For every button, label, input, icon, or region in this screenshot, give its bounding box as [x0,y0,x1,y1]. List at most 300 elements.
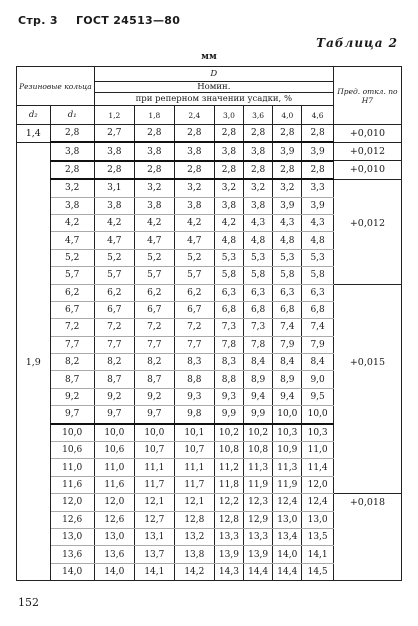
nominal-d-cell: 11,4 [302,459,333,476]
d1-cell: 2,8 [50,161,94,179]
nominal-d-cell: 7,8 [214,336,243,353]
shrink-value: 3,6 [244,106,273,125]
nominal-d-cell: 7,9 [302,336,333,353]
d2-cell [17,319,51,336]
nominal-d-cell: 3,2 [273,179,302,197]
nominal-d-cell: 6,2 [134,284,174,301]
nominal-d-cell: 11,1 [174,459,214,476]
nominal-d-cell: 3,9 [302,197,333,214]
table-row [17,424,402,442]
nominal-d-cell: 10,0 [94,424,134,442]
d2-cell [17,388,51,405]
nominal-d-cell: 3,2 [174,179,214,197]
nominal-d-cell: 2,8 [244,125,273,143]
nominal-d-cell: 12,0 [94,494,134,511]
d1-cell: 9,7 [50,406,94,424]
nominal-d-cell: 9,2 [134,388,174,405]
nominal-d-cell: 6,7 [94,301,134,318]
nominal-d-cell: 9,4 [244,388,273,405]
tolerance-cell [333,336,401,353]
nominal-d-cell: 5,3 [214,249,243,266]
nominal-d-cell: 5,8 [244,267,273,284]
nominal-d-cell: 12,1 [134,494,174,511]
nominal-d-cell: 7,7 [134,336,174,353]
d1-cell: 11,0 [50,459,94,476]
nominal-d-cell: 12,8 [174,511,214,528]
nominal-d-cell: 9,0 [302,371,333,388]
nominal-d-cell: 14,3 [214,563,243,580]
tolerance-cell: +0,010 [333,161,401,179]
d1-cell: 8,7 [50,371,94,388]
nominal-d-cell: 2,8 [273,161,302,179]
nominal-d-cell: 2,8 [214,161,243,179]
table-row [17,406,402,424]
nominal-d-cell: 7,2 [134,319,174,336]
nominal-d-cell: 13,7 [134,546,174,563]
nominal-d-cell: 3,8 [174,197,214,214]
d2-cell [17,267,51,284]
tolerance-cell [333,267,401,284]
units-label: мм [201,52,217,62]
tolerance-cell [333,406,401,424]
nominal-d-cell: 10,7 [134,442,174,459]
d1-cell: 10,0 [50,424,94,442]
nominal-d-cell: 14,0 [273,546,302,563]
nominal-d-cell: 12,2 [214,494,243,511]
nominal-d-cell: 6,7 [134,301,174,318]
table-row [17,511,402,528]
tolerance-header: Пред. откл. по Н7 [333,67,401,125]
nominal-d-cell: 11,6 [94,476,134,493]
page-header [18,14,194,27]
nominal-d-cell: 3,2 [214,179,243,197]
nominal-d-cell: 10,2 [244,424,273,442]
nominal-d-cell: 3,9 [302,142,333,160]
d2-header: d₂ [17,106,51,125]
d1-cell: 13,0 [50,528,94,545]
page-number: 152 [18,596,39,609]
nominal-d-cell: 13,0 [94,528,134,545]
nominal-d-cell: 8,8 [214,371,243,388]
nominal-d-cell: 6,8 [244,301,273,318]
shrink-value: 3,0 [214,106,243,125]
nominal-d-cell: 5,8 [214,267,243,284]
nominal-d-cell: 11,9 [273,476,302,493]
nominal-d-cell: 14,2 [174,563,214,580]
nominal-d-cell: 10,8 [214,442,243,459]
d1-cell: 10,6 [50,442,94,459]
nominal-d-cell: 7,7 [94,336,134,353]
nominal-d-cell: 12,3 [244,494,273,511]
nominal-d-cell: 12,9 [244,511,273,528]
table-row [17,125,402,143]
nominal-d-cell: 4,3 [273,214,302,231]
shrink-value: 1,8 [134,106,174,125]
nominal-d-cell: 6,3 [244,284,273,301]
nominal-d-cell: 4,2 [134,214,174,231]
nominal-d-cell: 3,2 [134,179,174,197]
nominal-d-cell: 2,8 [134,161,174,179]
nominal-d-cell: 4,7 [174,232,214,249]
table-row [17,161,402,179]
nominal-d-cell: 11,1 [134,459,174,476]
nominal-d-cell: 13,2 [174,528,214,545]
nominal-d-cell: 11,9 [244,476,273,493]
nominal-d-cell: 4,2 [174,214,214,231]
nominal-d-cell: 14,1 [134,563,174,580]
d2-cell [17,442,51,459]
nominal-d-cell: 3,1 [94,179,134,197]
d1-cell: 4,7 [50,232,94,249]
nominal-d-cell: 4,2 [94,214,134,231]
shrink-header: при реперном значении усадки, % [94,93,333,106]
nominal-d-cell: 13,6 [94,546,134,563]
d1-cell: 2,8 [50,125,94,143]
nominal-d-cell: 5,7 [94,267,134,284]
d2-cell [17,284,51,301]
d2-cell [17,459,51,476]
nominal-d-cell: 4,8 [214,232,243,249]
d2-cell [17,494,51,511]
table-row [17,388,402,405]
table-row [17,284,402,301]
nominal-d-cell: 9,5 [302,388,333,405]
tolerance-cell [333,442,401,459]
nominal-d-cell: 6,7 [174,301,214,318]
nominal-d-cell: 12,0 [302,476,333,493]
d1-cell: 5,7 [50,267,94,284]
nominal-d-cell: 5,3 [244,249,273,266]
nominal-d-cell: 11,2 [214,459,243,476]
nominal-d-cell: 10,0 [134,424,174,442]
d1-cell: 7,2 [50,319,94,336]
nominal-d-cell: 6,3 [273,284,302,301]
nominal-d-cell: 13,4 [273,528,302,545]
table-row [17,267,402,284]
tolerance-cell [333,546,401,563]
nominal-d-cell: 2,8 [174,161,214,179]
nominal-d-cell: 11,3 [244,459,273,476]
table-row [17,459,402,476]
d2-cell [17,511,51,528]
tolerance-cell: +0,012 [333,214,401,231]
nominal-d-cell: 8,9 [273,371,302,388]
nominal-d-cell: 13,9 [244,546,273,563]
tolerance-cell [333,319,401,336]
nominal-d-cell: 3,8 [134,142,174,160]
nominal-d-cell: 4,7 [134,232,174,249]
nominal-d-cell: 12,6 [94,511,134,528]
nominal-d-cell: 9,7 [134,406,174,424]
tolerance-cell [333,301,401,318]
table-caption: Таблица 2 [316,36,398,50]
d2-cell [17,179,51,197]
table-row [17,214,402,231]
nominal-d-cell: 8,8 [174,371,214,388]
nominal-d-cell: 7,4 [302,319,333,336]
nominal-d-cell: 6,8 [214,301,243,318]
tolerance-cell [333,179,401,197]
nominal-d-cell: 10,3 [273,424,302,442]
nominal-d-cell: 7,4 [273,319,302,336]
nominal-d-cell: 5,2 [174,249,214,266]
d2-cell: 1,4 [17,125,51,143]
table-row [17,319,402,336]
tolerance-cell [333,197,401,214]
nominal-d-cell: 12,8 [214,511,243,528]
nominal-d-cell: 4,8 [273,232,302,249]
rings-header: Резиновые кольца [17,67,95,106]
d1-cell: 12,6 [50,511,94,528]
d1-cell: 3,8 [50,142,94,160]
d2-cell [17,142,51,160]
tolerance-cell: +0,010 [333,125,401,143]
nominal-d-cell: 10,6 [94,442,134,459]
standard-code: ГОСТ 24513—80 [75,14,181,27]
nominal-d-cell: 5,7 [174,267,214,284]
d2-cell [17,197,51,214]
nominal-d-cell: 8,2 [134,354,174,371]
nominal-d-cell: 14,4 [244,563,273,580]
nominal-d-cell: 8,7 [134,371,174,388]
d1-cell: 9,2 [50,388,94,405]
nominal-d-cell: 4,8 [244,232,273,249]
d1-header: d₁ [50,106,94,125]
tolerance-cell [333,232,401,249]
table-row [17,336,402,353]
nominal-d-cell: 6,8 [302,301,333,318]
d2-cell [17,528,51,545]
d1-cell: 3,8 [50,197,94,214]
page-label: Стр. 3 [18,14,58,27]
d1-cell: 13,6 [50,546,94,563]
d2-cell [17,424,51,442]
nominal-d-cell: 2,8 [214,125,243,143]
shrink-value: 1,2 [94,106,134,125]
nominal-d-cell: 7,2 [94,319,134,336]
nominal-d-cell: 2,8 [174,125,214,143]
d1-cell: 14,0 [50,563,94,580]
table-row [17,563,402,580]
nominal-d-cell: 10,8 [244,442,273,459]
nominal-d-cell: 8,9 [244,371,273,388]
nominal-d-cell: 12,4 [302,494,333,511]
tolerance-cell [333,371,401,388]
nominal-d-cell: 5,8 [302,267,333,284]
tolerance-cell [333,511,401,528]
table-row [17,197,402,214]
nominal-d-cell: 13,5 [302,528,333,545]
nominal-d-cell: 10,1 [174,424,214,442]
d2-cell [17,249,51,266]
nominal-d-cell: 5,2 [134,249,174,266]
nominal-d-cell: 10,0 [273,406,302,424]
nominal-d-cell: 11,0 [94,459,134,476]
table-row [17,546,402,563]
nominal-d-cell: 11,7 [134,476,174,493]
d2-cell [17,563,51,580]
nominal-d-cell: 9,2 [94,388,134,405]
nominal-d-cell: 9,4 [273,388,302,405]
nominal-d-cell: 9,9 [244,406,273,424]
nominal-d-cell: 12,1 [174,494,214,511]
tolerance-cell [333,284,401,301]
nominal-d-cell: 9,3 [214,388,243,405]
nominal-d-cell: 5,8 [273,267,302,284]
table-row [17,354,402,371]
nominal-d-cell: 4,3 [302,214,333,231]
tolerance-cell: +0,015 [333,354,401,371]
nominal-d-cell: 10,0 [302,406,333,424]
nominal-d-cell: 5,3 [302,249,333,266]
table-row [17,142,402,160]
shrink-value: 4,0 [273,106,302,125]
d2-cell [17,301,51,318]
d1-cell: 8,2 [50,354,94,371]
d2-cell [17,546,51,563]
nominal-d-cell: 11,3 [273,459,302,476]
nominal-d-cell: 5,7 [134,267,174,284]
tolerance-cell [333,459,401,476]
d2-cell [17,371,51,388]
nominal-d-cell: 14,0 [94,563,134,580]
nominal-d-cell: 2,8 [94,161,134,179]
nominal-d-cell: 5,2 [94,249,134,266]
table-row [17,528,402,545]
nominal-d-cell: 8,4 [302,354,333,371]
nominal-d-cell: 14,4 [273,563,302,580]
nominal-d-cell: 10,9 [273,442,302,459]
nominal-d-cell: 3,8 [134,197,174,214]
nominal-d-cell: 4,2 [214,214,243,231]
nominal-d-cell: 13,3 [244,528,273,545]
nominal-d-cell: 4,8 [302,232,333,249]
nominal-d-cell: 13,0 [273,511,302,528]
nominal-d-cell: 8,3 [174,354,214,371]
nominal-d-cell: 2,8 [273,125,302,143]
nominal-d-cell: 13,3 [214,528,243,545]
tolerance-cell [333,388,401,405]
data-table [16,66,402,581]
d2-cell [17,161,51,179]
nominal-d-cell: 13,1 [134,528,174,545]
nominal-d-cell: 3,9 [273,197,302,214]
tolerance-cell [333,528,401,545]
nominal-d-cell: 2,8 [134,125,174,143]
nominal-d-cell: 7,2 [174,319,214,336]
nominal-d-cell: 7,3 [214,319,243,336]
table-row [17,249,402,266]
nominal-d-cell: 7,9 [273,336,302,353]
tolerance-cell [333,249,401,266]
nominal-d-cell: 8,2 [94,354,134,371]
d1-cell: 4,2 [50,214,94,231]
d1-cell: 6,2 [50,284,94,301]
nominal-d-cell: 3,8 [214,142,243,160]
nominal-d-cell: 8,4 [273,354,302,371]
nominal-d-cell: 13,9 [214,546,243,563]
nominal-d-cell: 6,3 [214,284,243,301]
nominal-d-cell: 12,4 [273,494,302,511]
nominal-d-cell: 5,3 [273,249,302,266]
nominal-d-cell: 9,7 [94,406,134,424]
nominal-d-cell: 4,3 [244,214,273,231]
d1-cell: 12,0 [50,494,94,511]
tolerance-cell [333,476,401,493]
nominal-d-cell: 8,4 [244,354,273,371]
table-row [17,442,402,459]
nominal-d-cell: 6,2 [94,284,134,301]
nominal-d-cell: 10,3 [302,424,333,442]
nominal-d-cell: 13,0 [302,511,333,528]
nominal-d-cell: 2,8 [244,161,273,179]
nominal-d-cell: 3,8 [94,197,134,214]
nominal-d-cell: 11,0 [302,442,333,459]
nominal-d-cell: 11,8 [214,476,243,493]
d2-cell [17,476,51,493]
nominal-d-cell: 2,8 [302,125,333,143]
nominal-d-cell: 11,7 [174,476,214,493]
nominal-d-cell: 3,9 [273,142,302,160]
nominal-d-cell: 2,7 [94,125,134,143]
d1-cell: 3,2 [50,179,94,197]
nominal-d-cell: 9,9 [214,406,243,424]
nominal-d-cell: 6,3 [302,284,333,301]
nominal-d-cell: 2,8 [302,161,333,179]
table-row [17,301,402,318]
nominal-d-cell: 7,3 [244,319,273,336]
nominal-d-cell: 6,8 [273,301,302,318]
d-header: D [94,67,333,82]
d2-cell: 1,9 [17,354,51,371]
d2-cell [17,214,51,231]
table-row [17,232,402,249]
tolerance-cell: +0,012 [333,142,401,160]
table-row [17,494,402,511]
d1-cell: 7,7 [50,336,94,353]
nominal-d-cell: 3,2 [244,179,273,197]
table-row [17,371,402,388]
nominal-d-cell: 6,2 [174,284,214,301]
nominal-d-cell: 3,8 [244,142,273,160]
d1-cell: 5,2 [50,249,94,266]
nominal-d-cell: 4,7 [94,232,134,249]
d1-cell: 11,6 [50,476,94,493]
nominal-d-cell: 3,8 [244,197,273,214]
nominal-d-cell: 12,7 [134,511,174,528]
d2-cell [17,406,51,424]
shrink-value: 4,6 [302,106,333,125]
nominal-d-cell: 10,2 [214,424,243,442]
nominal-d-cell: 14,5 [302,563,333,580]
nominal-d-cell: 8,7 [94,371,134,388]
shrink-value: 2,4 [174,106,214,125]
nominal-d-cell: 3,8 [94,142,134,160]
d2-cell [17,232,51,249]
nominal-d-cell: 7,7 [174,336,214,353]
nominal-d-cell: 10,7 [174,442,214,459]
d1-cell: 6,7 [50,301,94,318]
nominal-header: Номин. [94,82,333,93]
nominal-d-cell: 3,8 [174,142,214,160]
nominal-d-cell: 3,8 [214,197,243,214]
table-row [17,476,402,493]
tolerance-cell [333,563,401,580]
d2-cell [17,336,51,353]
nominal-d-cell: 7,8 [244,336,273,353]
tolerance-cell: +0,018 [333,494,401,511]
nominal-d-cell: 13,8 [174,546,214,563]
